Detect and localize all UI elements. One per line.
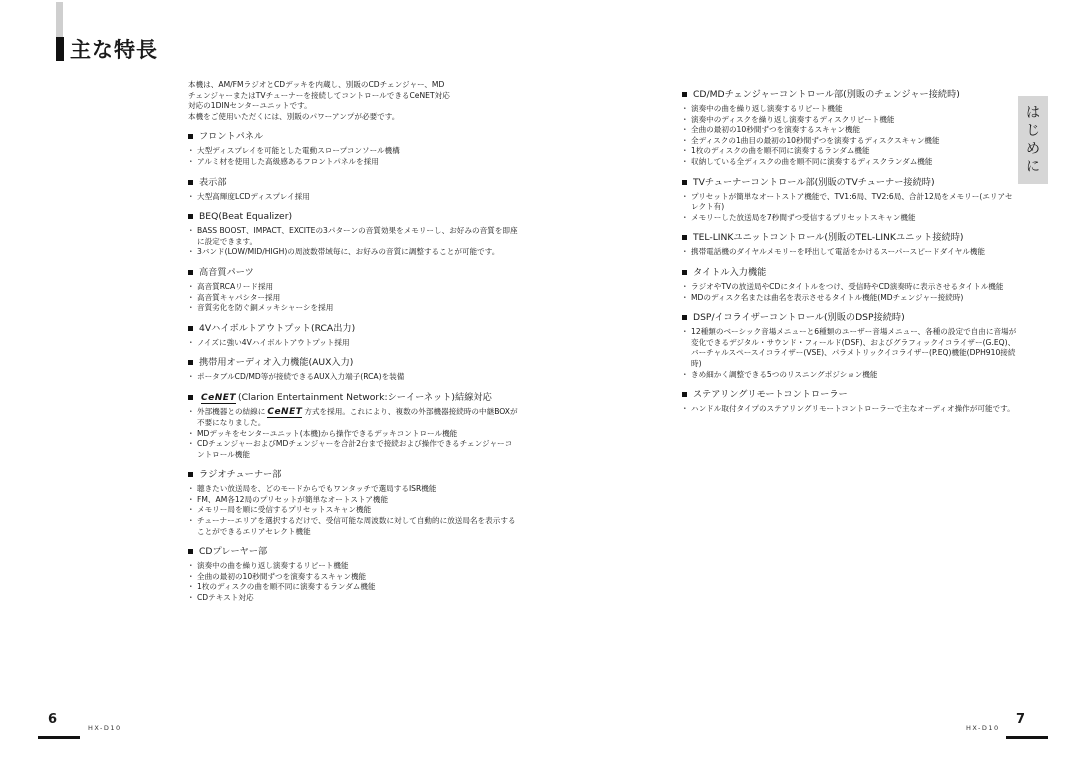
list-item: ・ 1枚のディスクの曲を順不同に演奏するランダム機能 bbox=[682, 146, 1017, 157]
feature-section bbox=[682, 232, 1017, 258]
list-item: ・ メモリー局を順に受信するプリセットスキャン機能 bbox=[188, 505, 518, 516]
tab-char: は bbox=[1026, 105, 1040, 121]
list-item: ・ 携帯電話機のダイヤルメモリーを呼出して電話をかけるスーパースピードダイヤル機能 bbox=[682, 247, 1017, 258]
intro-text bbox=[188, 80, 518, 122]
section-heading bbox=[188, 392, 518, 404]
intro-line: 対応の1DINセンターユニットです。 bbox=[188, 101, 312, 111]
feature-list bbox=[682, 404, 1017, 415]
section-heading-text: DSP/イコライザーコントロール(別販のDSP接続時) bbox=[693, 312, 905, 324]
section-heading-text: 携帯用オーディオ入力機能(AUX入力) bbox=[199, 357, 354, 369]
feature-list bbox=[188, 561, 518, 603]
square-bullet-icon bbox=[682, 180, 687, 185]
feature-section bbox=[188, 267, 518, 314]
tab-char: め bbox=[1026, 141, 1040, 157]
tab-char: じ bbox=[1026, 123, 1040, 139]
feature-section bbox=[682, 267, 1017, 303]
section-heading-text: BEQ(Beat Equalizer) bbox=[199, 211, 293, 223]
section-heading-text: TEL-LINKユニットコントロール(別販のTEL-LINKユニット接続時) bbox=[693, 232, 964, 244]
feature-section bbox=[682, 389, 1017, 415]
section-heading bbox=[682, 267, 1017, 279]
list-item: ・ MDのディスク名または曲名を表示させるタイトル機能(MDチェンジャー接続時) bbox=[682, 293, 1017, 304]
section-heading-text: 4Vハイボルトアウトプット(RCA出力) bbox=[199, 322, 356, 334]
model-label-left: HX-D10 bbox=[88, 724, 122, 732]
intro-line: チェンジャーまたはTVチューナーを接続してコントロールできるCeNET対応 bbox=[188, 90, 450, 100]
square-bullet-icon bbox=[188, 180, 193, 185]
page-number-right: 7 bbox=[1016, 712, 1026, 727]
square-bullet-icon bbox=[188, 326, 193, 331]
list-item: ・ 全曲の最初の10秒間ずつを演奏するスキャン機能 bbox=[682, 125, 1017, 136]
list-item: ・ 1枚のディスクの曲を順不同に演奏するランダム機能 bbox=[188, 582, 518, 593]
section-heading bbox=[682, 312, 1017, 324]
square-bullet-icon bbox=[682, 315, 687, 320]
model-label-right: HX-D10 bbox=[966, 724, 1000, 732]
list-item: ・ 収納している全ディスクの曲を順不同に演奏するディスクランダム機能 bbox=[682, 157, 1017, 168]
list-item bbox=[188, 407, 518, 429]
section-heading bbox=[682, 389, 1017, 401]
feature-section bbox=[188, 177, 518, 203]
right-column bbox=[682, 80, 1017, 415]
feature-list bbox=[188, 192, 518, 203]
list-item: ・ アルミ材を使用した高級感あるフロントパネルを採用 bbox=[188, 157, 518, 168]
chapter-tab bbox=[1018, 96, 1048, 184]
list-item: ・ 全ディスクの1曲目の最初の10秒間ずつを演奏するディスクスキャン機能 bbox=[682, 136, 1017, 147]
section-heading bbox=[188, 469, 518, 481]
feature-section bbox=[188, 211, 518, 258]
square-bullet-icon bbox=[188, 549, 193, 554]
feature-list bbox=[682, 192, 1017, 224]
feature-list bbox=[682, 327, 1017, 380]
section-heading bbox=[682, 89, 1017, 101]
feature-list bbox=[682, 282, 1017, 303]
feature-list bbox=[188, 226, 518, 258]
cenet-item-pre: 外部機器との結線に bbox=[197, 406, 266, 416]
list-item: ・ CDテキスト対応 bbox=[188, 593, 518, 604]
list-item: ・ ノイズに強い4Vハイボルトアウトプット採用 bbox=[188, 338, 518, 349]
page-number-left: 6 bbox=[48, 712, 58, 727]
feature-list bbox=[188, 146, 518, 167]
section-heading bbox=[682, 177, 1017, 189]
feature-list bbox=[188, 372, 518, 383]
section-heading bbox=[188, 267, 518, 279]
feature-section bbox=[682, 89, 1017, 168]
square-bullet-icon bbox=[188, 214, 193, 219]
section-heading-text: ステアリングリモートコントローラー bbox=[693, 389, 848, 401]
intro-line: 本機をご使用いただくには、別販のパワーアンプが必要です。 bbox=[188, 111, 400, 121]
list-item: ・ ラジオやTVの放送局やCDにタイトルをつけ、受信時やCD演奏時に表示させるタイトル機能 bbox=[682, 282, 1017, 293]
title-bar bbox=[56, 37, 64, 61]
square-bullet-icon bbox=[188, 134, 193, 139]
section-heading-text: CD/MDチェンジャーコントロール部(別販のチェンジャー接続時) bbox=[693, 89, 960, 100]
feature-list bbox=[188, 484, 518, 537]
list-item: ・ 演奏中のディスクを繰り返し演奏するディスクリピート機能 bbox=[682, 115, 1017, 126]
cenet-heading: (Clarion Entertainment Network:シーイーネット)結線対応 bbox=[238, 391, 492, 403]
list-item: ・ ハンドル取付タイプのステアリングリモートコントローラーで主なオーディオ操作が可能です。 bbox=[682, 404, 1017, 415]
intro-line: 本機は、AM/FMラジオとCDデッキを内蔵し、別販のCDチェンジャー、MD bbox=[188, 80, 445, 89]
section-heading-text: フロントパネル bbox=[199, 131, 264, 143]
section-heading bbox=[188, 357, 518, 369]
list-item: ・ 大型高輝度LCDディスプレイ採用 bbox=[188, 192, 518, 203]
feature-section bbox=[188, 546, 518, 603]
square-bullet-icon bbox=[682, 392, 687, 397]
left-column bbox=[188, 80, 518, 604]
list-item: ・ ポータブルCD/MD等が接続できるAUX入力端子(RCA)を装備 bbox=[188, 372, 518, 383]
list-item: ・ 音質劣化を防ぐ銅メッキシャーシを採用 bbox=[188, 303, 518, 314]
square-bullet-icon bbox=[188, 472, 193, 477]
section-heading bbox=[682, 232, 1017, 244]
footer-rule-right bbox=[1006, 736, 1048, 739]
section-heading-text: ラジオチューナー部 bbox=[199, 469, 282, 481]
feature-section bbox=[188, 131, 518, 167]
list-item: ・ メモリーした放送局を7秒間ずつ受信するプリセットスキャン機能 bbox=[682, 213, 1017, 224]
left-sections-2 bbox=[188, 469, 518, 603]
cenet-logo: CeNET bbox=[201, 392, 237, 403]
section-heading-text: タイトル入力機能 bbox=[693, 266, 767, 278]
square-bullet-icon bbox=[188, 360, 193, 365]
cenet-logo-inline: CeNET bbox=[267, 406, 303, 417]
section-heading bbox=[188, 131, 518, 143]
square-bullet-icon bbox=[682, 92, 687, 97]
square-bullet-icon bbox=[682, 235, 687, 240]
page-title: 主な特長 bbox=[70, 38, 158, 62]
list-item: ・ 12種類のベーシック音場メニューと6種類のユーザー音場メニュー、各種の設定で自由に音場が変化できるデジタル・サウンド・フィールド(DSF)、およびグラフィックイコライザー(G.EQ)、バーチャルスペースイコライザー(VSE)、パラメトリックイコライザー(P.EQ)機能(DPH910接続時) bbox=[682, 327, 1017, 369]
square-bullet-icon bbox=[188, 395, 193, 400]
section-heading bbox=[188, 177, 518, 189]
list-item: ・ CDチェンジャーおよびMDチェンジャーを合計2台まで接続および操作できるチェンジャーコントロール機能 bbox=[188, 439, 518, 460]
list-item: ・ 3バンド(LOW/MID/HIGH)の周波数帯域毎に、お好みの音質に調整することが可能です。 bbox=[188, 247, 518, 258]
feature-list bbox=[682, 104, 1017, 168]
cenet-item-post: 方式を採用。これにより、複数の外部機器接続時の中継BOXが不要になりました。 bbox=[197, 406, 518, 427]
list-item: ・ プリセットが簡単なオートストア機能で、TV1:6局、TV2:6局、合計12局をメモリー(エリアセレクト有) bbox=[682, 192, 1017, 213]
left-sections bbox=[188, 131, 518, 383]
right-sections bbox=[682, 89, 1017, 415]
feature-section bbox=[682, 312, 1017, 380]
list-item: ・ 演奏中の曲を繰り返し演奏するリピート機能 bbox=[188, 561, 518, 572]
section-heading-text: TVチューナーコントロール部(別販のTVチューナー接続時) bbox=[693, 176, 935, 188]
feature-list bbox=[188, 338, 518, 349]
section-heading bbox=[188, 211, 518, 223]
feature-section bbox=[188, 469, 518, 537]
section-heading-text: 高音質パーツ bbox=[199, 266, 254, 278]
list-item: ・ 聴きたい放送局を、どのモードからでもワンタッチで選局するISR機能 bbox=[188, 484, 518, 495]
feature-section bbox=[682, 177, 1017, 224]
list-item: ・ BASS BOOST、IMPACT、EXCITEの3パターンの音質効果をメモリーし、お好みの音質を即座に設定できます。 bbox=[188, 226, 518, 247]
cenet-section bbox=[188, 392, 518, 460]
tab-char: に bbox=[1026, 159, 1040, 175]
list-item: ・ チューナーエリアを選択するだけで、受信可能な周波数に対して自動的に放送局名を表示することができるエリアセレクト機能 bbox=[188, 516, 518, 537]
square-bullet-icon bbox=[188, 270, 193, 275]
list-item: ・ 全曲の最初の10秒間ずつを演奏するスキャン機能 bbox=[188, 572, 518, 583]
footer-rule-left bbox=[38, 736, 80, 739]
list-item: ・ FM、AM各12局のプリセットが簡単なオートストア機能 bbox=[188, 495, 518, 506]
list-item: ・ 大型ディスプレイを可能とした電動スロープコンソール機構 bbox=[188, 146, 518, 157]
feature-section bbox=[188, 357, 518, 383]
section-heading bbox=[188, 546, 518, 558]
feature-list bbox=[188, 282, 518, 314]
section-heading-text: CDプレーヤー部 bbox=[199, 546, 268, 558]
list-item: ・ 演奏中の曲を繰り返し演奏するリピート機能 bbox=[682, 104, 1017, 115]
list-item: ・ きめ細かく調整できる5つのリスニングポジション機能 bbox=[682, 370, 1017, 381]
feature-list bbox=[682, 247, 1017, 258]
square-bullet-icon bbox=[682, 270, 687, 275]
section-heading bbox=[188, 323, 518, 335]
page-title-block bbox=[56, 36, 158, 62]
section-heading-text: 表示部 bbox=[199, 176, 227, 188]
cenet-list bbox=[188, 407, 518, 460]
list-item: ・ 高音質キャパシター採用 bbox=[188, 293, 518, 304]
list-item: ・ 高音質RCAリード採用 bbox=[188, 282, 518, 293]
feature-section bbox=[188, 323, 518, 349]
list-item: ・ MDデッキをセンターユニット(本機)から操作できるデッキコントロール機能 bbox=[188, 429, 518, 440]
